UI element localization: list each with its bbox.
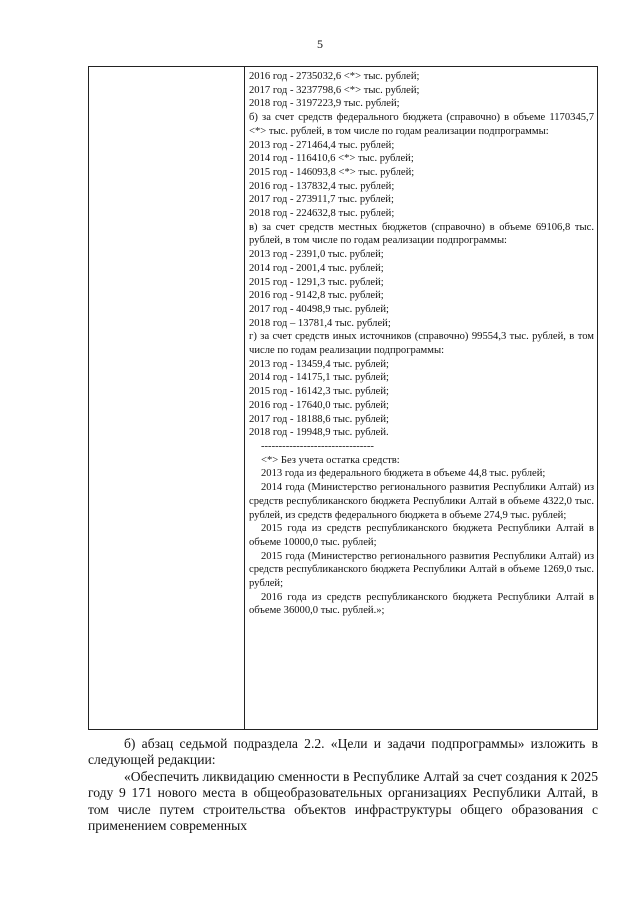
funding-line: 2015 год - 1291,3 тыс. рублей; <box>249 276 384 288</box>
funding-line: 2017 год - 18188,6 тыс. рублей; <box>249 413 389 425</box>
funding-line: 2017 год - 273911,7 тыс. рублей; <box>249 194 394 206</box>
funding-line: 2016 год - 2735032,6 <*> тыс. рублей; <box>249 71 420 82</box>
funding-line: 2018 год - 19948,9 тыс. рублей. <box>249 427 389 439</box>
footnote-title: <*> Без учета остатка средств: <box>261 454 400 466</box>
funding-line: 2016 год - 137832,4 тыс. рублей; <box>249 180 395 192</box>
funding-line: 2014 год - 116410,6 <*> тыс. рублей; <box>249 153 414 165</box>
other-sources-heading: г) за счет средств иных источников (справочно) 99554,3 тыс. рублей, в том числе по годам реализации подпрограммы: <box>249 331 594 357</box>
funding-line: 2016 год - 17640,0 тыс. рублей; <box>249 399 389 411</box>
local-budget-heading: в) за счет средств местных бюджетов (справочно) в объеме 69106,8 тыс. рублей, в том числе по годам реализации подпрограммы: <box>249 221 594 247</box>
footnote-item: 2014 года (Министерство регионального развития Республики Алтай) из средств республиканского бюджета Республики Алтай в объеме 4322,0 тыс. рублей, из средств федерального бюджета в объеме 274,9 тыс. рублей; <box>249 482 594 521</box>
funding-line: 2018 год - 224632,8 тыс. рублей; <box>249 208 395 220</box>
table-column-divider <box>244 67 245 729</box>
footnote-item: 2015 года из средств республиканского бюджета Республики Алтай в объеме 10000,0 тыс. рублей; <box>249 523 594 548</box>
funding-line: 2017 год - 40498,9 тыс. рублей; <box>249 303 389 315</box>
funding-line: 2013 год - 13459,4 тыс. рублей; <box>249 358 389 370</box>
funding-line: 2016 год - 9142,8 тыс. рублей; <box>249 290 384 302</box>
funding-line: 2014 год - 2001,4 тыс. рублей; <box>249 262 384 274</box>
page-number: 5 <box>317 37 323 51</box>
quoted-paragraph: «Обеспечить ликвидацию сменности в Республике Алтай за счет создания к 2025 году 9 171 нового места в общеобразовательных организациях Республики Алтай, в том числе путем строительства объектов инфраструктуры общего образования с применением современных <box>88 768 598 834</box>
funding-line: 2014 год - 14175,1 тыс. рублей; <box>249 372 389 384</box>
funding-line: 2018 год – 13781,4 тыс. рублей; <box>249 317 391 329</box>
amendment-paragraph: б) абзац седьмой подраздела 2.2. «Цели и задачи подпрограммы» изложить в следующей редакции: <box>88 736 598 768</box>
funding-line: 2017 год - 3237798,6 <*> тыс. рублей; <box>249 84 420 96</box>
footnote-separator: -------------------------------- <box>261 440 374 452</box>
funding-line: 2015 год - 16142,3 тыс. рублей; <box>249 386 389 398</box>
footnote-item: 2016 года из средств республиканского бюджета Республики Алтай в объеме 36000,0 тыс. рублей.»; <box>249 591 594 617</box>
funding-line: 2013 год - 2391,0 тыс. рублей; <box>249 249 384 261</box>
footnote-item: 2013 года из федерального бюджета в объеме 44,8 тыс. рублей; <box>261 468 546 480</box>
footnote-item: 2015 года (Министерство регионального развития Республики Алтай) из средств республиканского бюджета Республики Алтай в объеме 1269,0 тыс. рублей; <box>249 550 594 590</box>
program-table <box>88 66 598 730</box>
funding-line: 2015 год - 146093,8 <*> тыс. рублей; <box>249 166 415 178</box>
table-cell-funding <box>249 70 594 618</box>
funding-line: 2013 год - 271464,4 тыс. рублей; <box>249 139 395 151</box>
body-text <box>88 736 598 834</box>
funding-line: 2018 год - 3197223,9 тыс. рублей; <box>249 98 400 110</box>
federal-budget-heading: б) за счет средств федерального бюджета (справочно) в объеме 1170345,7 <*> тыс. рублей, в том числе по годам реализации подпрограммы: <box>249 112 594 137</box>
